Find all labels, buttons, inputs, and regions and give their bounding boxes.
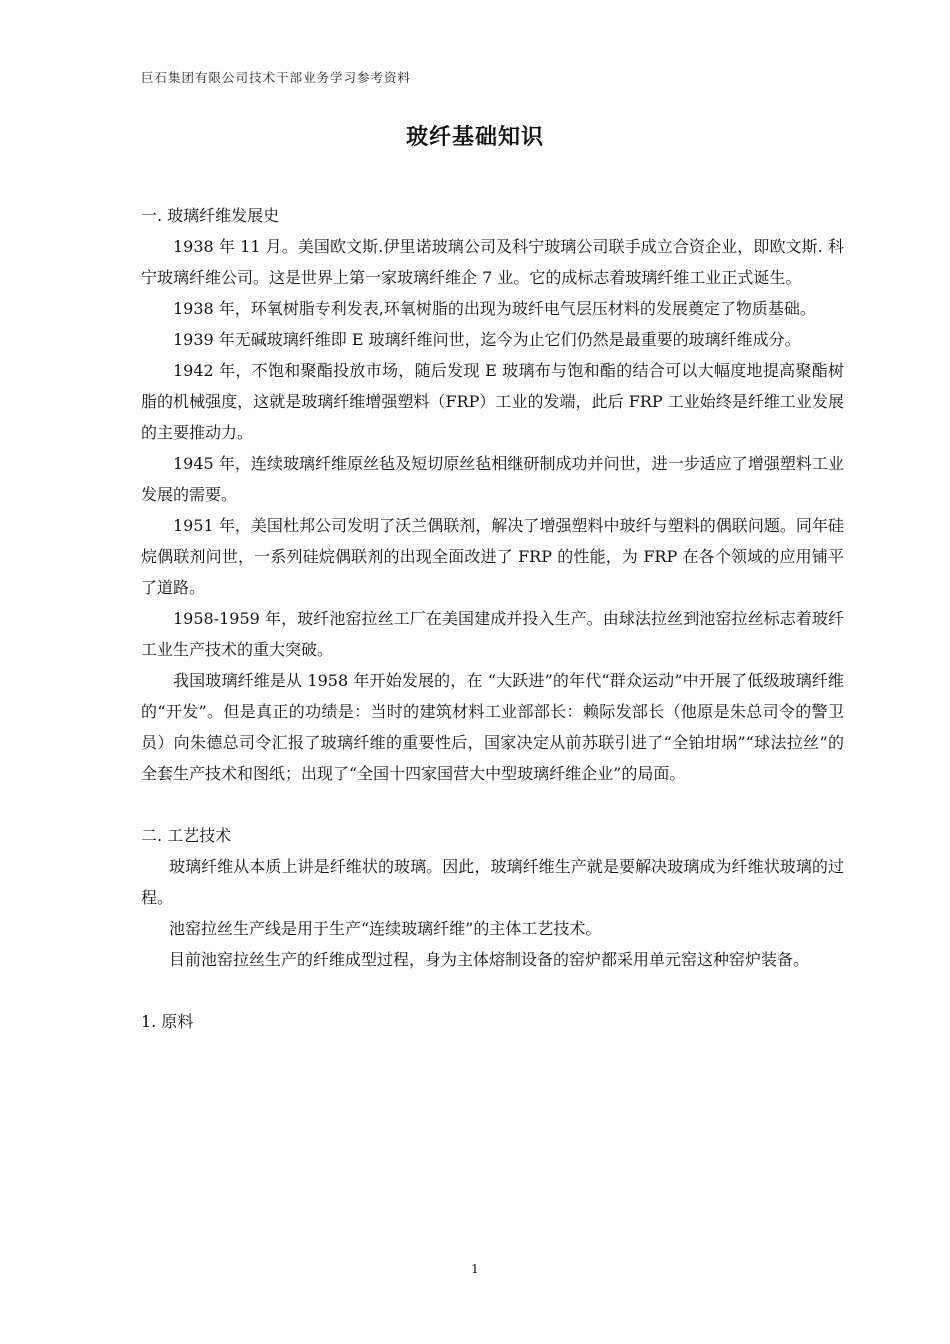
paragraph: 1938 年，环氧树脂专利发表,环氧树脂的出现为玻纤电气层压材料的发展奠定了物质基础。	[173, 299, 816, 318]
paragraph: 1942 年，不饱和聚酯投放市场，随后发现 E 玻璃布与饱和酯的结合可以大幅度地提高聚酯树脂的机械强度，这就是玻璃纤维增强塑料（FRP）工业的发端，此后 FRP 工业始终是纤维工业发展的主要推动力。	[141, 361, 844, 442]
paragraph: 1938 年 11 月。美国欧文斯.伊里诺玻璃公司及科宁玻璃公司联手成立合资企业，即欧文斯. 科宁玻璃纤维公司。这是世界上第一家玻璃纤维企 7 业。它的成标志着玻璃纤维工业正式诞生。	[141, 237, 844, 287]
document-body	[141, 200, 844, 1037]
paragraph: 1945 年，连续玻璃纤维原丝毡及短切原丝毡相继研制成功并问世，进一步适应了增强塑料工业发展的需要。	[141, 454, 844, 504]
paragraph: 目前池窑拉丝生产的纤维成型过程，身为主体熔制设备的窑炉都采用单元窑这种窑炉装备。	[169, 950, 810, 969]
paragraph: 我国玻璃纤维是从 1958 年开始发展的，在 “大跃进”的年代“群众运动”中开展了低级玻璃纤维的“开发”。但是真正的功绩是：当时的建筑材料工业部部长：赖际发部长（他原是朱总司令的警卫员）向朱德总司令汇报了玻璃纤维的重要性后，国家决定从前苏联引进了“全铂坩埚”“球法拉丝”的全套生产技术和图纸；出现了“全国十四家国营大中型玻璃纤维企业”的局面。	[141, 671, 844, 783]
paragraph: 池窑拉丝生产线是用于生产“连续玻璃纤维”的主体工艺技术。	[169, 919, 602, 938]
running-header: 巨石集团有限公司技术干部业务学习参考资料	[141, 70, 412, 85]
spacer	[141, 975, 844, 1006]
document-title: 玻纤基础知识	[405, 125, 544, 150]
paragraph: 1951 年，美国杜邦公司发明了沃兰偶联剂，解决了增强塑料中玻纤与塑料的偶联问题。同年硅烷偶联剂问世，一系列硅烷偶联剂的出现全面改进了 FRP 的性能，为 FRP 在各个领域的应用铺平了道路。	[141, 516, 844, 597]
paragraph: 1939 年无碱玻璃纤维即 E 玻璃纤维问世，迄今为止它们仍然是最重要的玻璃纤维成分。	[173, 330, 801, 349]
page-number: 1	[471, 1262, 479, 1276]
section-heading-raw-materials: 1. 原料	[141, 1012, 194, 1031]
spacer	[141, 789, 844, 820]
paragraph: 1958-1959 年，玻纤池窑拉丝工厂在美国建成并投入生产。由球法拉丝到池窑拉丝标志着玻纤工业生产技术的重大突破。	[141, 609, 844, 659]
paragraph: 玻璃纤维从本质上讲是纤维状的玻璃。因此，玻璃纤维生产就是要解决玻璃成为纤维状玻璃的过程。	[141, 857, 844, 907]
section-heading-technology: 二. 工艺技术	[141, 826, 232, 845]
section-heading-history: 一. 玻璃纤维发展史	[141, 206, 280, 225]
